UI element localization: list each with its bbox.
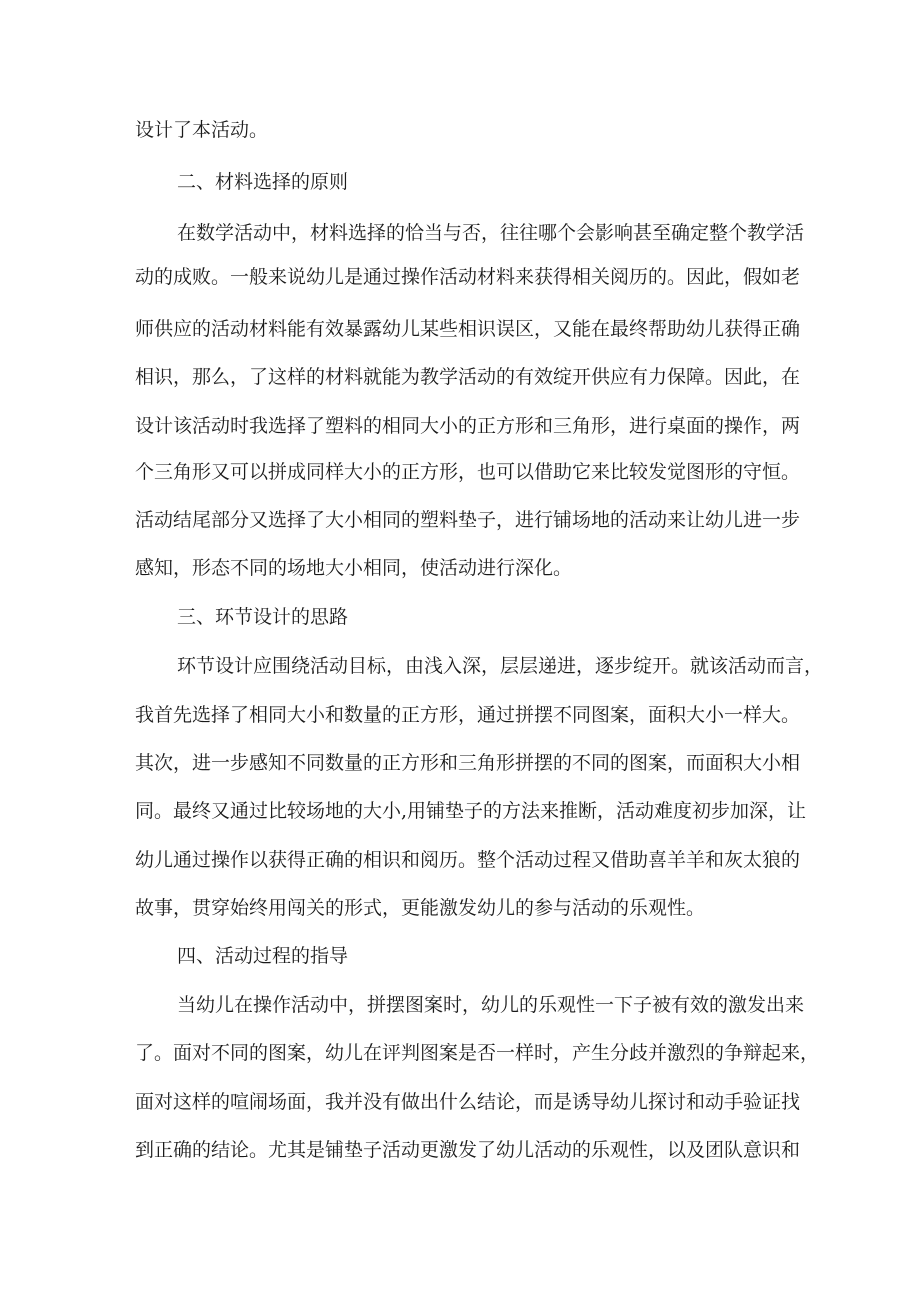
text-line: 设计该活动时我选择了塑料的相同大小的正方形和三角形，进行桌面的操作，两 [135,415,801,437]
text-line: 感知，形态不同的场地大小相同，使活动进行深化。 [135,557,573,579]
section-heading: 二、材料选择的原则 [177,171,349,193]
text-line: 当幼儿在操作活动中，拼摆图案时，幼儿的乐观性一下子被有效的激发出来 [177,994,805,1016]
text-line: 了。面对不同的图案，幼儿在评判图案是否一样时，产生分歧并激烈的争辩起来， [135,1042,820,1064]
text-line: 到正确的结论。尤其是铺垫子活动更激发了幼儿活动的乐观性，以及团队意识和 [135,1139,801,1161]
text-line: 面对这样的喧闹场面，我并没有做出什么结论，而是诱导幼儿探讨和动手验证找 [135,1091,801,1113]
section-heading: 四、活动过程的指导 [177,945,349,967]
text-line: 其次，进一步感知不同数量的正方形和三角形拼摆的不同的图案，而面积大小相 [135,752,801,774]
text-line: 同。最终又通过比较场地的大小,用铺垫子的方法来推断，活动难度初步加深，让 [135,800,807,822]
text-line: 设计了本活动。 [135,119,269,141]
text-line: 故事，贯穿始终用闯关的形式，更能激发幼儿的参与活动的乐观性。 [135,897,706,919]
text-line: 在数学活动中，材料选择的恰当与否，往往哪个会影响甚至确定整个教学活 [177,222,805,244]
text-line: 活动结尾部分又选择了大小相同的塑料垫子，进行铺场地的活动来让幼儿进一步 [135,509,801,531]
text-line: 师供应的活动材料能有效暴露幼儿某些相识误区，又能在最终帮助幼儿获得正确 [135,318,801,340]
text-line: 相识，那么，了这样的材料就能为教学活动的有效绽开供应有力保障。因此，在 [135,366,801,388]
text-line: 个三角形又可以拼成同样大小的正方形，也可以借助它来比较发觉图形的守恒。 [135,461,801,483]
text-line: 我首先选择了相同大小和数量的正方形，通过拼摆不同图案，面积大小一样大。 [135,704,801,726]
text-line: 幼儿通过操作以获得正确的相识和阅历。整个活动过程又借助喜羊羊和灰太狼的 [135,849,801,871]
text-line: 动的成败。一般来说幼儿是通过操作活动材料来获得相关阅历的。因此，假如老 [135,266,801,288]
text-line: 环节设计应围绕活动目标，由浅入深，层层递进，逐步绽开。就该活动而言， [177,655,824,677]
section-heading: 三、环节设计的思路 [177,606,349,628]
